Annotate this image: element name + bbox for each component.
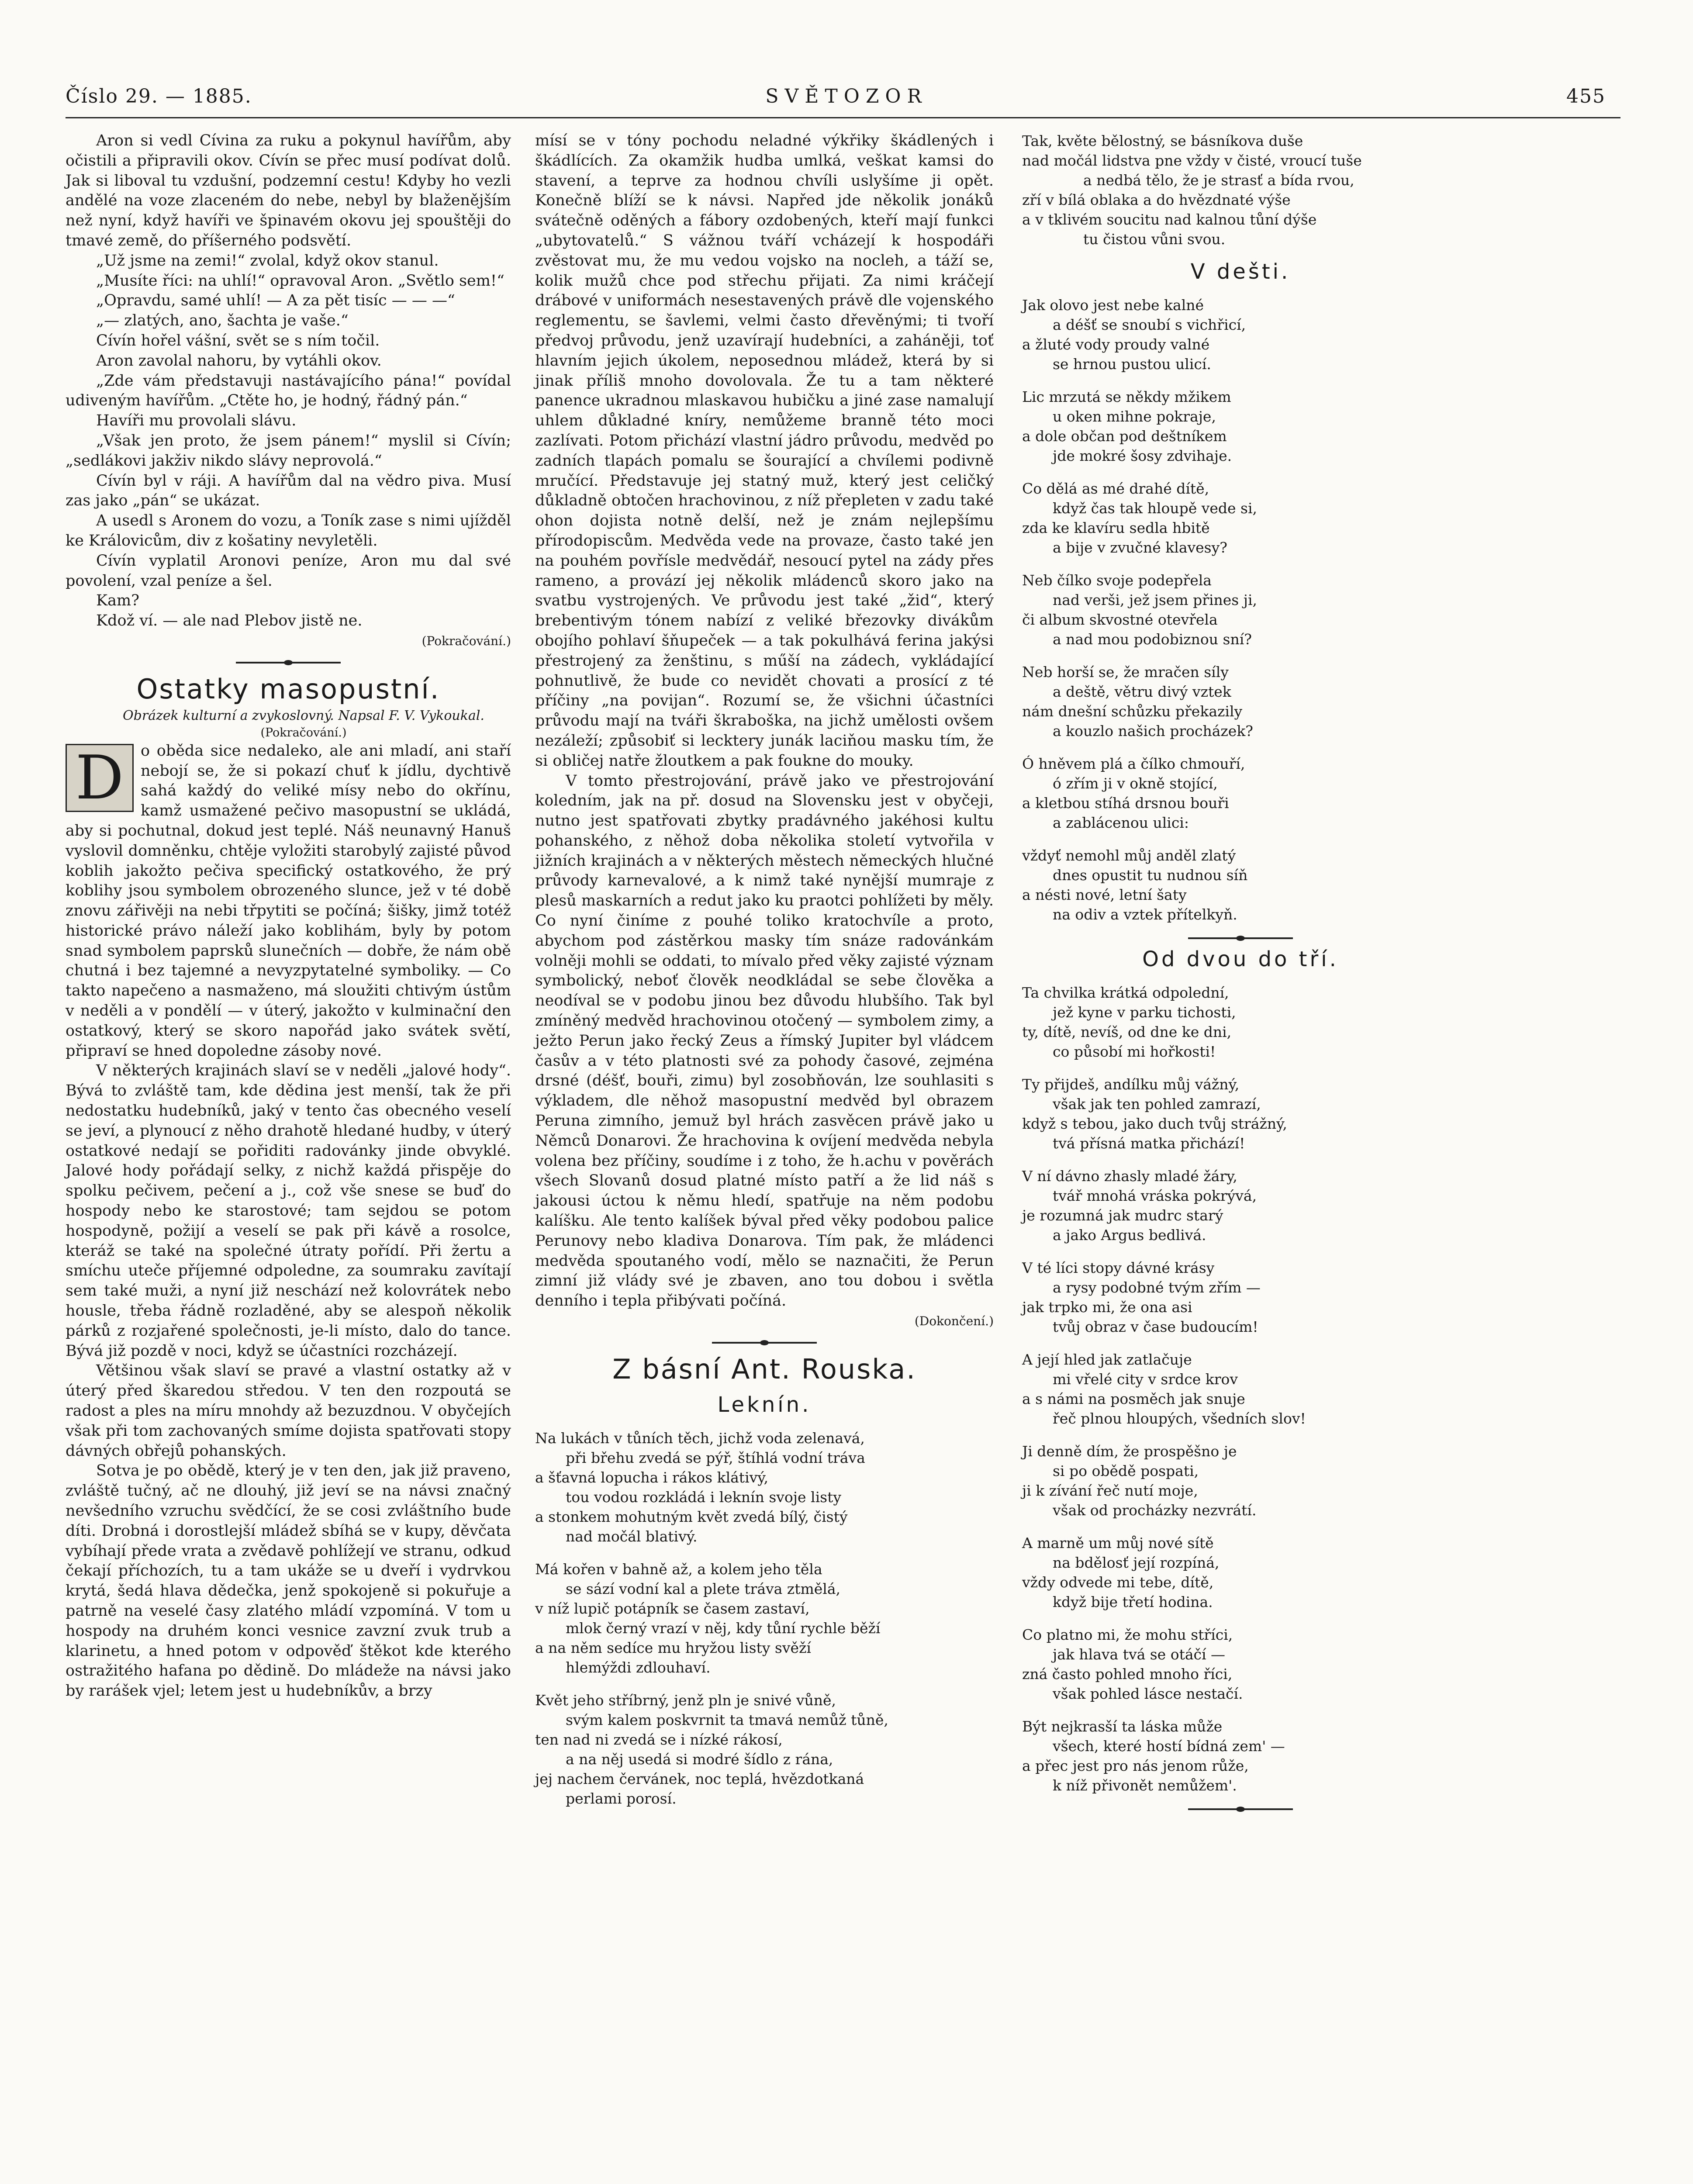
conclusion-note: (Dokončení.) (914, 1314, 994, 1329)
verse-line: svým kalem poskvrnit ta tmavá nemůž tůně, (566, 1711, 888, 1728)
article-subtitle: Obrázek kulturní a zvykoslovný. Napsal F. V. Vykoukal. (123, 708, 484, 723)
stanza (1022, 1075, 1459, 1153)
verse-line: a jako Argus bedlivá. (1053, 1226, 1206, 1244)
verse-line: Být nejkrasší ta láska může (1022, 1717, 1223, 1735)
verse-line: Neb čílko svoje podepřela (1022, 571, 1212, 589)
verse-line: na odiv a vztek přítelkyň. (1053, 905, 1237, 923)
masthead-title: SVĚTOZOR (765, 85, 928, 107)
article-body (66, 741, 511, 1701)
stanza (1022, 387, 1459, 466)
verse-line: ty, dítě, nevíš, od dne ke dni, (1022, 1023, 1232, 1040)
verse-line: nad močál blativý. (566, 1527, 698, 1545)
paragraph: „Zde vám představuji nastávajícího pána!“ povídal udiveným havířům. „Ctěte ho, je hodný, řádný pán.“ (66, 372, 511, 410)
verse-line: A její hled jak zatlačuje (1022, 1351, 1192, 1368)
verse-line: vždy odvede mi tebe, dítě, (1022, 1573, 1214, 1591)
verse-line: však jak ten pohled zamrazí, (1053, 1095, 1261, 1113)
verse-line: a rysy podobné tvým zřím — (1053, 1279, 1261, 1296)
verse-line: a na něj usedá si modré šídlo z rána, (566, 1750, 833, 1768)
paragraph: V tomto přestrojování, právě jako ve přestrojování koledním, jak na př. dosud na Slovensku jest v obyčeji, nutno jest spatřovati zbytky pradávného jakéhosi kultu pohanského, z něhož doba několika století vytvořila v jižních krajinách a v některých městech německých hlučné průvody karnevalové, a k nimž také nynější mumraje z plesů maskarních a redut jako ku praotci pohlížeti by měly. Co nyní činíme z pouhé toliko kratochvíle a proto, abychom pod zástěrkou masky tím snáze radovánkám volněji mohli se oddati, to mívalo před věky zajisté význam symbolický, neboť člověk neodkládal se sebe člověka a neodíval se v podobu jinou bez důvodu hlubšího. Tak byl zmíněný medvěd hrachovinou otočený — symbolem zimy, a ježto Perun jako řecký Zeus a římský Jupiter byl vládcem časův a v této platnosti své za pohody časové, zejména drsné (déšť, bouři, zimu) byl zosobňován, lze souhlasiti s výkladem, dle něhož masopustní medvěd byl obrazem Peruna zimního, jemuž byl hrách zasvěcen právě jako u Němců Donarovi. Že hrachovina k ovíjení medvěda nebyla volena bez příčiny, soudíme i z toho, že h.achu v pověrách všech Slovanů dosud platné místo patří a že lid náš s jakousi úctou k němu hledí, spatřuje na něm podobu kalíšku. Ale tento kalíšek býval před věky podobou palice Perunovy nebo kladiva Donarova. Tím pak, že mládenci medvěda spoutaného vodí, mělo se naznačiti, že Perun zimní již vlády své je zbaven, ano tou dobou i světla denního i tepla přibývati počíná. (535, 772, 994, 1310)
stanza (1022, 570, 1459, 649)
stanza (1022, 1441, 1459, 1520)
verse-line: řeč plnou hloupých, všedních slov! (1053, 1410, 1306, 1427)
column-3 (1022, 131, 1459, 1821)
verse-line: tu čistou vůni svou. (1083, 231, 1226, 248)
stanza (1022, 662, 1459, 741)
poem-leknin (535, 1428, 994, 1808)
stanza (1022, 754, 1459, 833)
article-title: Ostatky masopustní. (136, 673, 440, 705)
verse-line: a stonkem mohutným květ zvedá bílý, čistý (535, 1508, 848, 1525)
verse-line: a zablácenou ulici: (1053, 814, 1189, 831)
section-divider (1188, 937, 1293, 939)
paragraph: Cívín vyplatil Aronovi peníze, Aron mu dal své povolení, vzal peníze a šel. (66, 552, 511, 590)
verse-line: však pohled lásce nestačí. (1053, 1685, 1243, 1702)
verse-line: či album skvostné otevřela (1022, 611, 1218, 628)
verse-line: tvá přísná matka přichází! (1053, 1134, 1245, 1152)
verse-line: a nésti nové, letní šaty (1022, 886, 1187, 903)
verse-line: a kouzlo našich procházek? (1053, 722, 1254, 740)
verse-line: a nedbá tělo, že je strasť a bída rvou, (1083, 172, 1354, 189)
paragraph: o oběda sice nedaleko, ale ani mladí, ani staří nebojí se, že si pokazí chuť k jídlu, dychtivě sahá každý do veliké mísy nebo do okřínu, kamž usmažené pečivo masopustní se ukládá, aby si pochutnal, dokud jest teplé. Náš neunavný Hanuš vyslovil domněnku, chtěje vyložiti starobylý zajisté původ koblih jakožto pečiva specifický ostatkového, že prý koblihy jsou symbolem obrozeného slunce, jež v té době znovu zářivěji na nebi třpytiti se počíná; šišky, jimž totéž historické právo náleží jako koblihám, byly by potom snad symbolem paprsků slunečních — dobře, že nám obě chutná i bez tajemné a nevyzpytatelné symboliky. — Co takto napečeno a nasmaženo, má sloužiti chtivým ústům v neděli a v pondělí — v úterý, jakožto v kulminační den ostatkový, který se skoro napořád jako svátek světí, připraví se hned dopoledne zásoby nové. (66, 742, 511, 1060)
section-divider (236, 662, 341, 663)
verse-line: mlok černý vrazí v něj, kdy tůní rychle běží (566, 1619, 881, 1637)
stanza (535, 1690, 994, 1808)
verse-line: když čas tak hloupě vede si, (1053, 499, 1258, 517)
paragraph: Kam? (96, 592, 139, 610)
verse-line: a přec jest pro nás jenom růže, (1022, 1757, 1249, 1774)
poem-v-desti (1022, 295, 1459, 924)
verse-line: hlemýždi zdlouhaví. (566, 1659, 711, 1676)
verse-line: všech, které hostí bídná zem' — (1053, 1737, 1285, 1755)
verse-line: Ji denně dím, že prospěšno je (1022, 1442, 1237, 1460)
verse-line: Co dělá as mé drahé dítě, (1022, 480, 1209, 497)
verse-line: A marně um můj nové sítě (1022, 1534, 1214, 1552)
verse-line: se hrnou pustou ulicí. (1053, 355, 1211, 373)
verse-line: Má kořen v bahně až, a kolem jeho těla (535, 1560, 822, 1578)
verse-line: vždyť nemohl můj anděl zlatý (1022, 847, 1236, 864)
verse-line: a dole občan pod deštníkem (1022, 427, 1227, 445)
stanza (1022, 1717, 1459, 1795)
paragraph: mísí se v tóny pochodu neladné výkřiky škádlených i škádlících. Za okamžik hudba umlká, veškat kamsi do stavení, a teprve za hodnou chvíli uslyšíme ji opět. Konečně blíží se k návsi. Napřed jde několik jonáků svátečně oděných a fábory ozdobených, kteří mají funkci „ubytovatelů.“ S vážnou tváří vcházejí k hospodáři zvěstovat mu, že mu vedou vojsko na nocleh, a táží se, kolik mužů chce pod střechu přijati. Za nimi kráčejí drábové v uniformách nesestavených právě dle vojenského reglementu, se šavlemi, velmi často dřevěnými; ti tvoří předvoj průvodu, jenž uzavírají hudebníci, a zaháněji, toť hlavním jejich úkolem, neposednou mládež, která by si jinak příliš mnoho dovolovala. Že tu a tam některé panence ukradnou mlaskavou hubičku a jiné zase namalují uhlem důkladné kníry, nemůžeme branně této moci zazlívati. Potom přichází vlastní jádro průvodu, medvěd po zadních tlapách pomalu se šourající a chvílemi podivně mručící. Představuje jej statný muž, který jest celičký důkladně obtočen hrachovinou, z níž přepleten v zadu také ohon dojista notně delší, než je znám nejlepšímu přírodopiscům. Medvěda vede na provaze, často také jen na pouhém povřísle medvědář, nesoucí pytel na zády přes rameno, a provází jej několik mládenců skoro jako na svatbu vystrojených. Ve průvodu jest také „žid“, který brebentivým tónem nabízí z veliké březovky divákům obojího pohlaví šňupeček — a tak pokulhává ferina jakýsi přestrojený za ženštinu, s műší na zádech, vykládající pohnutlivě, že bude co nevidět chovati a prosící z té příčiny „na povijan“. Rozumí se, že všichni účastníci průvodu mají na tváři škraboška, na jichž umělosti ovšem nezáleží; způsobiť si lecktery junák laciňou masku tím, že si obličej natře žloutkem a pak foukne do mouky. (535, 132, 994, 770)
verse-line: Ó hněvem plá a čílko chmouří, (1022, 755, 1245, 772)
verse-line: tou vodou rozkládá i leknín svoje listy (566, 1488, 841, 1506)
poem-closing-stanza (1022, 131, 1459, 249)
verse-line: jak hlava tvá se otáčí — (1053, 1645, 1226, 1663)
header-rule (66, 117, 1620, 118)
paragraph: „Musíte říci: na uhlí!“ opravoval Aron. „Světlo sem!“ (96, 272, 504, 290)
verse-line: Co platno mi, že mohu stříci, (1022, 1626, 1233, 1643)
verse-line: jde mokré šosy zdvihaje. (1053, 447, 1232, 464)
stanza (1022, 131, 1459, 249)
paragraph: Sotva je po obědě, který je v ten den, jak již praveno, zvláště tučný, ač ne dlouhý, již jeví se na návsi značný nevšedního vzruchu svědčící, že se cosi zvláštního bude díti. Drobná i dorostlejší mládež sbíhá se v kupy, děvčata vybíhají přede vrata a zvědavě pohlížejí ve stranu, odkud čekají příchozích, tu a tam ukáže se u dveří i vydrvkou krytá, šedá hlava dědečka, jenž spokojeně si pokuřuje a patrně na veselé časy zlatého mládí vzpomíná. V tom u hospody na druhém konci vesnice zavzní zvuk trub a klarinetu, a hned potom v odpověď štěkot kde kterého ostražitého hafana po dědině. Do mládeže na návsi jako by rarášek vjel; letem jest u hudebníkův, a brzy (66, 1462, 511, 1700)
paragraph: „— zlatých, ano, šachta je vaše.“ (96, 312, 349, 330)
stanza (1022, 983, 1459, 1061)
poem-title: Leknín. (717, 1392, 812, 1417)
verse-line: když bije třetí hodina. (1053, 1593, 1213, 1610)
poem-title-od-dvou-do-tri: Od dvou do tří. (1142, 947, 1339, 971)
verse-line: ji k zívání řeč nutí moje, (1022, 1482, 1198, 1499)
paragraph: Havíři mu provolali slávu. (96, 412, 297, 430)
verse-line: V ní dávno zhasly mladé žáry, (1022, 1167, 1237, 1185)
stanza (1022, 1350, 1459, 1428)
verse-line: je rozumná jak mudrc starý (1022, 1206, 1223, 1224)
stanza (1022, 1625, 1459, 1704)
end-divider (1188, 1808, 1293, 1810)
stanza (535, 1428, 994, 1546)
verse-line: když s tebou, jako duch tvůj strážný, (1022, 1115, 1287, 1132)
verse-line: mi vřelé city v srdce krov (1053, 1370, 1238, 1388)
stanza (1022, 1533, 1459, 1612)
verse-line: a kletbou stíhá drsnou bouři (1022, 794, 1229, 812)
verse-line: co působí mi hořkosti! (1053, 1043, 1216, 1060)
column-2 (535, 131, 994, 1821)
verse-line: nad močál lidstva pne vždy v čisté, vroucí tuše (1022, 152, 1362, 169)
verse-line: nám dnešní schůzku překazily (1022, 702, 1243, 720)
paragraph: Aron zavolal nahoru, by vytáhli okov. (96, 352, 382, 370)
verse-line: Tak, květe bělostný, se básníkova duše (1022, 132, 1303, 149)
verse-line: a nad mou podobiznou sní? (1053, 630, 1252, 648)
verse-line: a deště, větru divý vztek (1053, 683, 1231, 700)
verse-line: Květ jeho stříbrný, jenž pln je snivé vůně, (535, 1691, 836, 1709)
verse-line: Neb horší se, že mračen síly (1022, 663, 1229, 681)
verse-line: v níž lupič potápník se časem zastaví, (535, 1600, 810, 1617)
verse-line: Lic mrzutá se někdy mžikem (1022, 388, 1231, 405)
paragraph: Kdož ví. — ale nad Plebov jistě ne. (96, 612, 363, 630)
verse-line: ten nad ni zvedá se i nízké rákosí, (535, 1731, 783, 1748)
verse-line: a žluté vody proudy valné (1022, 335, 1210, 353)
section-divider (712, 1342, 817, 1344)
verse-line: si po obědě pospati, (1053, 1462, 1199, 1479)
verse-line: tvář mnohá vráska pokrývá, (1053, 1187, 1257, 1204)
verse-line: tvůj obraz v čase budoucím! (1053, 1318, 1258, 1335)
stanza (1022, 1258, 1459, 1337)
verse-line: dnes opustit tu nudnou síň (1053, 866, 1248, 884)
poem-od-dvou-do-tri (1022, 983, 1459, 1795)
verse-line: ó zřím ji v okně stojící, (1053, 774, 1218, 792)
verse-line: a v tklivém soucitu nad kalnou tůní dýše (1022, 211, 1317, 228)
decorative-initial: D (66, 744, 134, 812)
story-continuation (66, 131, 511, 631)
verse-line: zná často pohled mnoho říci, (1022, 1665, 1233, 1683)
verse-line: perlami porosí. (566, 1790, 677, 1807)
paragraph: „Opravdu, samé uhlí! — A za pět tisíc — — —“ (96, 292, 455, 310)
verse-line: V té líci stopy dávné krásy (1022, 1259, 1215, 1276)
stanza (535, 1559, 994, 1677)
verse-line: k níž přivonět nemůžem'. (1053, 1776, 1237, 1794)
paragraph: „Však jen proto, že jsem pánem!“ myslil si Cívín; „sedlákovi jakživ nikdo slávy neprovolá.“ (66, 432, 511, 470)
verse-line: jej nachem červánek, noc teplá, hvězdotkaná (535, 1770, 864, 1787)
page-number: 455 (1566, 85, 1606, 107)
poem-title-v-desti: V dešti. (1190, 259, 1291, 284)
article-body-continued (535, 131, 994, 1311)
verse-line: Na lukách v tůních těch, jichž voda zelenavá, (535, 1429, 865, 1447)
verse-line: zří v bílá oblaka a do hvězdnaté výše (1022, 191, 1291, 208)
poem-section-title: Z básní Ant. Rouska. (612, 1353, 916, 1385)
paragraph: Cívín hořel vášní, svět se s ním točil. (96, 332, 380, 349)
paragraph: Cívín byl v ráji. A havířům dal na vědro piva. Musí zas jako „pán“ se ukázat. (66, 472, 511, 510)
column-1 (66, 131, 511, 1701)
paragraph: V některých krajinách slaví se v neděli „jalové hody“. Bývá to zvláště tam, kde dědina jest menší, tak že při nedostatku hudebníků, jaký v tento čas obecného veselí se jeví, a plynoucí z něho drahotě hledané hudby, v úterý ostatkové nedají se pořiditi radovánky jinde obvyklé. Jalové hody pořádají selky, z nichž každá přispěje do spolku pečivem, pečení a j., což vše snese se buď do hospody nebo ke starostové; tam sejdou se potom hospodyně, požijí a veselí se pak při kávě a rosolce, kteráž se také na společné útraty pořídí. Při žertu a smíchu uteče příjemné odpoledne, za soumraku zavítají sem také muži, a nyní již neschází než kolovrátek nebo housle, třeba řádně rozladěné, aby se alespoň několik párků z rozjařené společnosti, je-li místo, dalo do tance. Bývá již pozdě v noci, když se účastníci rozcházejí. (66, 1062, 511, 1360)
verse-line: jež kyne v parku tichosti, (1053, 1003, 1236, 1021)
verse-line: nad verši, jež jsem přines ji, (1053, 591, 1258, 608)
issue-number: Číslo 29. — 1885. (66, 85, 252, 107)
stanza (1022, 295, 1459, 374)
stanza (1022, 846, 1459, 924)
verse-line: a s námi na posměch jak snuje (1022, 1390, 1245, 1407)
verse-line: jak trpko mi, že ona asi (1022, 1298, 1192, 1316)
verse-line: na bdělosť její rozpíná, (1053, 1554, 1220, 1571)
verse-line: a šťavná lopucha i rákos klátivý, (535, 1469, 769, 1486)
continuation-note: (Pokračování.) (422, 633, 511, 648)
verse-line: při břehu zvedá se pýř, štíhlá vodní tráva (566, 1449, 865, 1466)
verse-line: Ta chvilka krátká odpolední, (1022, 984, 1229, 1001)
verse-line: Ty přijdeš, andílku můj vážný, (1022, 1075, 1240, 1093)
verse-line: zda ke klavíru sedla hbitě (1022, 519, 1210, 536)
verse-line: a bije v zvučné klavesy? (1053, 539, 1227, 556)
verse-line: však od procházky nezvrátí. (1053, 1501, 1257, 1519)
verse-line: a na něm sedíce mu hryžou listy svěží (535, 1639, 811, 1656)
article-continuation-note: (Pokračování.) (260, 726, 347, 740)
paragraph: Aron si vedl Cívina za ruku a pokynul havířům, aby očistili a připravili okov. Cívín se přec musí podívat dolů. Jak si liboval tu vzdušní, podzemní cestu! Kdyby ho vezli andělé na voze zlaceném do nebe, nebyl by blaženějším než nyní, když havíři ve špinavém okovu jej spouštěji do tmavé země, do příšerného podsvětí. (66, 132, 511, 249)
paragraph: Většinou však slaví se pravé a vlastní ostatky až v úterý před škaredou středou. V ten den rozpoutá se radost a ples na míru mnohdy až bezuzdnou. V obyčejích však při tom zachovaných smíme dojista spatřovati stopy dávných obřejů pohanských. (66, 1362, 511, 1460)
stanza (1022, 479, 1459, 557)
stanza (1022, 1166, 1459, 1245)
verse-line: se sází vodní kal a plete tráva ztmělá, (566, 1580, 840, 1597)
paragraph: „Už jsme na zemi!“ zvolal, když okov stanul. (96, 252, 439, 270)
verse-line: u oken mihne pokraje, (1053, 408, 1216, 425)
verse-line: a déšť se snoubí s vichřicí, (1053, 316, 1246, 333)
paragraph: A usedl s Aronem do vozu, a Toník zase s nimi ujížděl ke Královicům, div z košatiny nevyletěli. (66, 512, 511, 549)
verse-line: Jak olovo jest nebe kalné (1022, 296, 1204, 314)
